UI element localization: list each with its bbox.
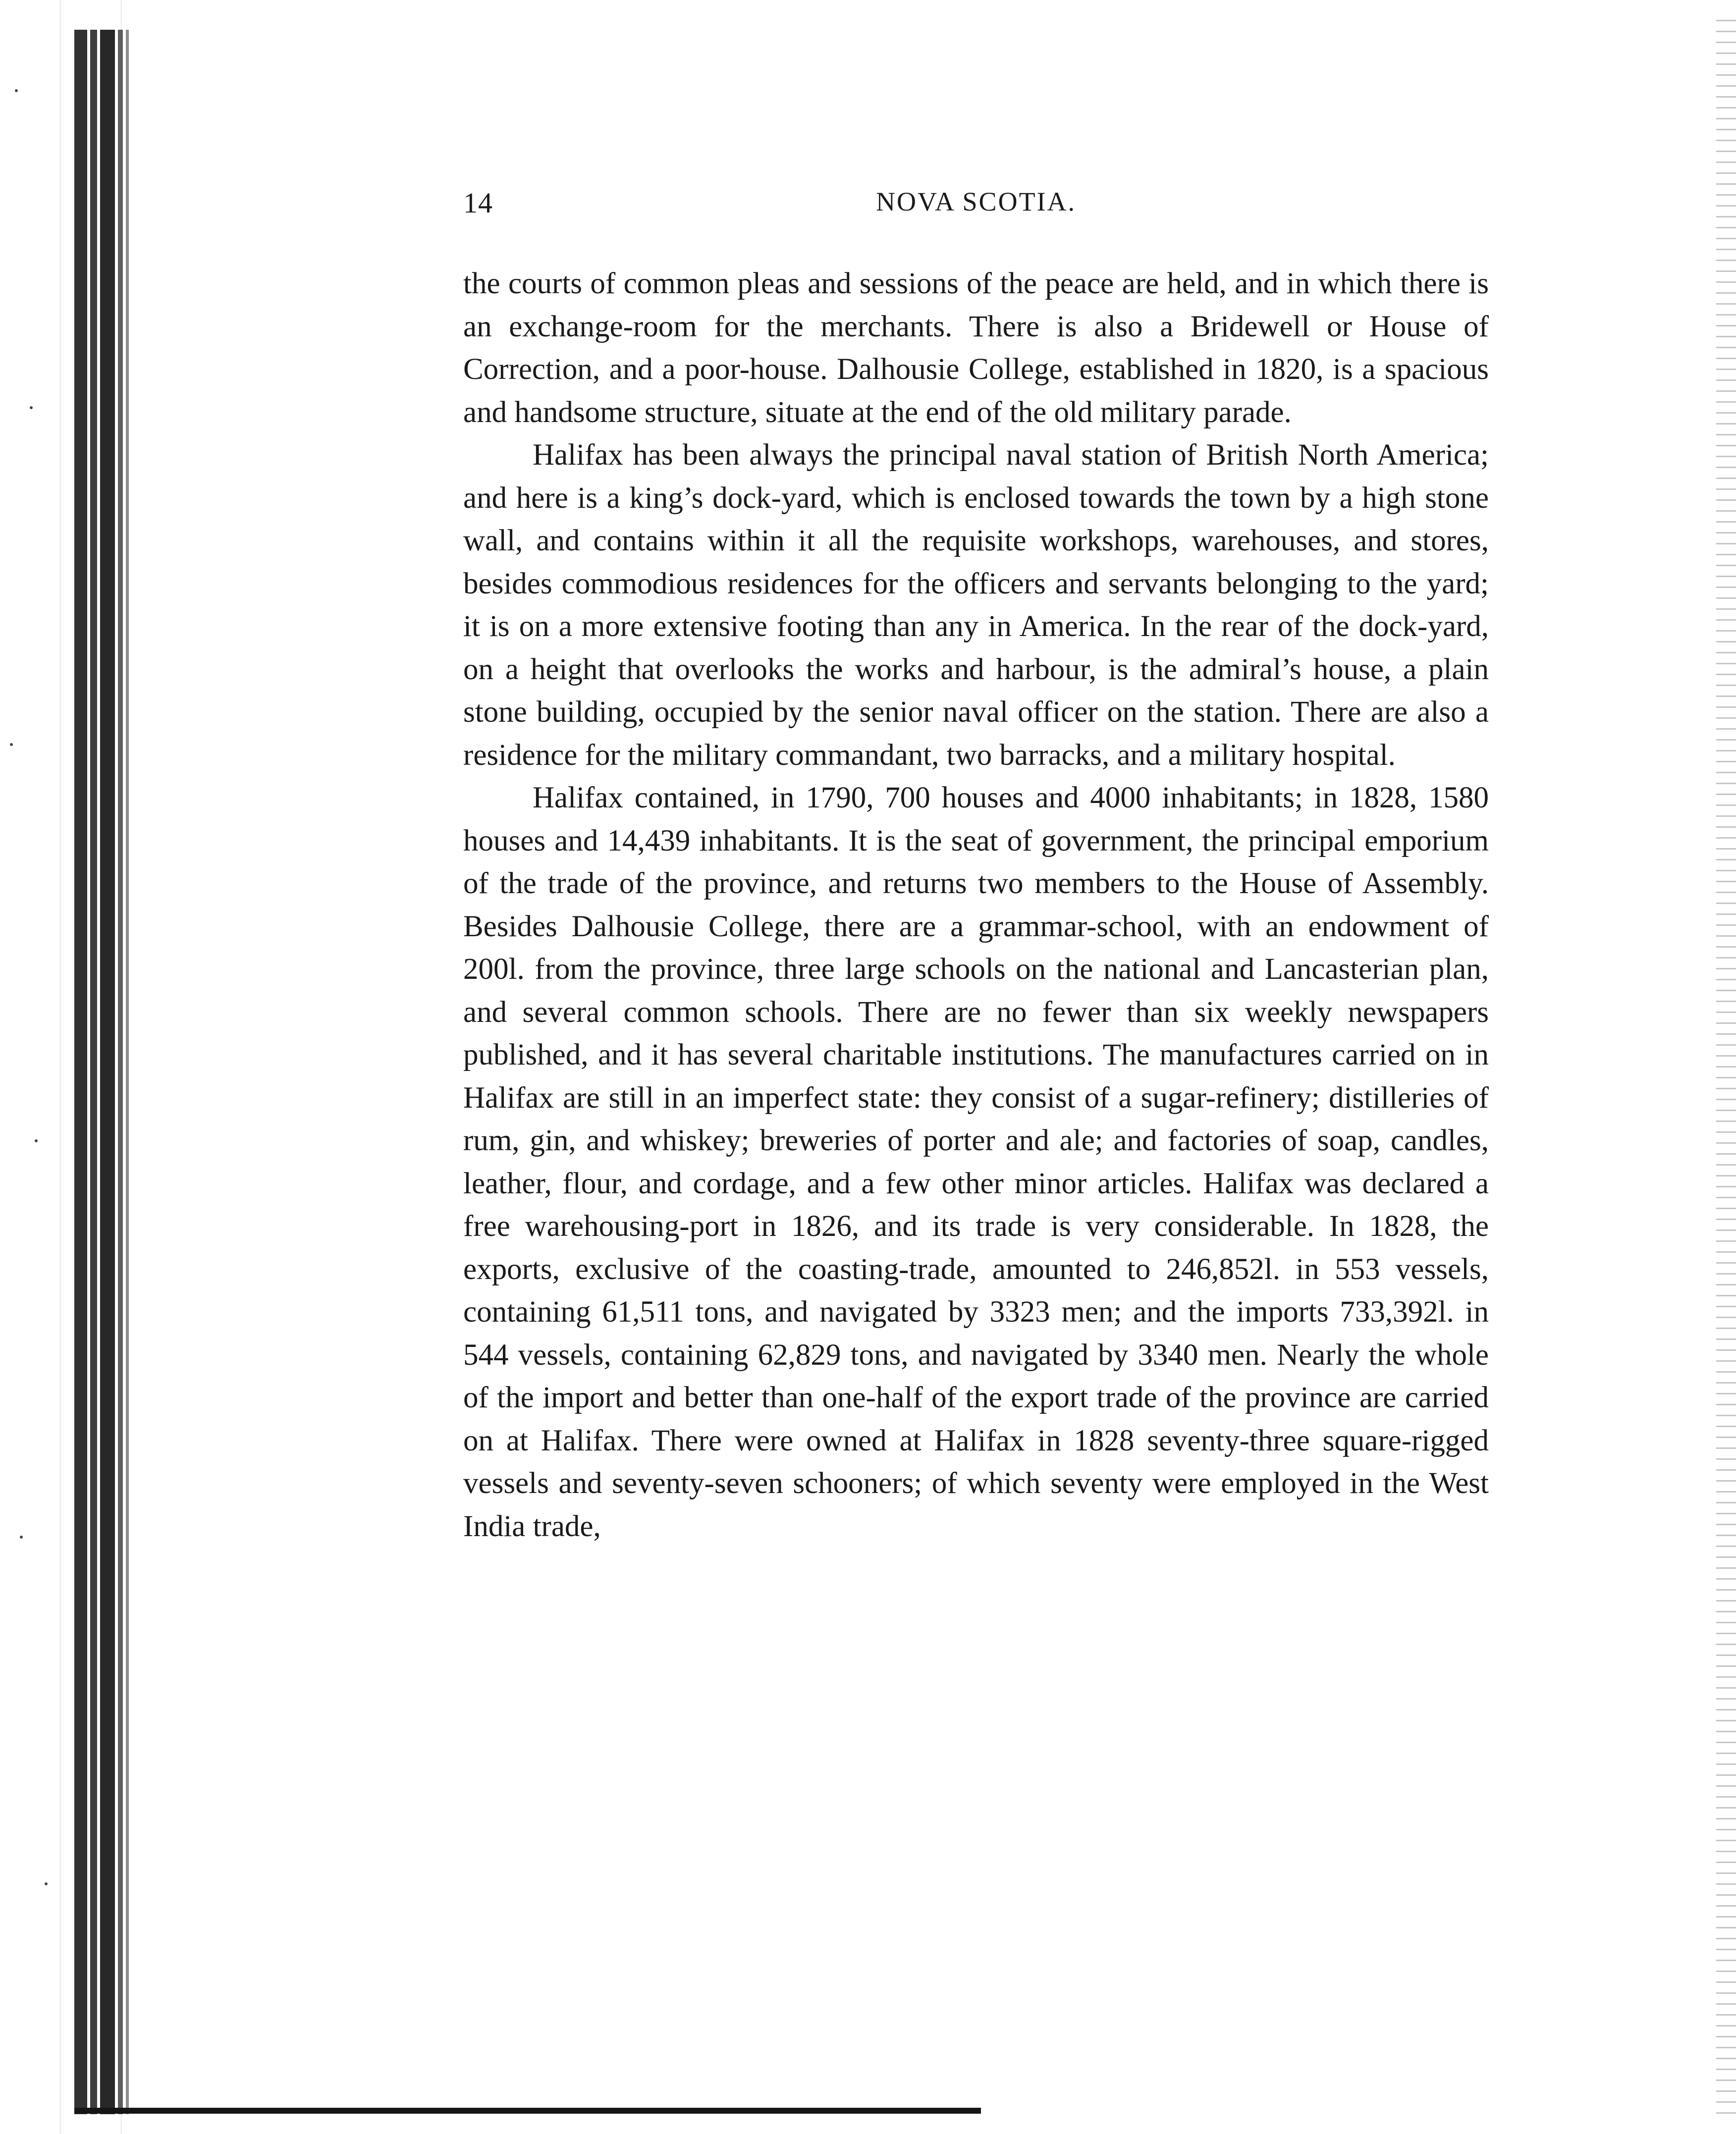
paragraph: Halifax contained, in 1790, 700 houses and 4000 inhabitants; in 1828, 1580 houses and 14,439 inhabitants. It is the seat of government, the principal emporium of the trade of the province, and returns two members to the House of Assembly. Besides Dalhousie College, there are a grammar-school, with an endowment of 200l. from the province, three large schools on the national and Lancasterian plan, and several common schools. There are no fewer than six weekly newspapers published, and it has several charitable institutions. The manufactures carried on in Halifax are still in an imperfect state: they consist of a sugar-refinery; distilleries of rum, gin, and whiskey; breweries of porter and ale; and factories of soap, candles, leather, flour, and cordage, and a few other minor articles. Halifax was declared a free warehousing-port in 1826, and its trade is very considerable. In 1828, the exports, exclusive of the coasting-trade, amounted to 246,852l. in 553 vessels, containing 61,511 tons, and navigated by 3323 men; and the imports 733,392l. in 544 vessels, containing 62,829 tons, and navigated by 3340 men. Nearly the whole of the import and better than one-half of the export trade of the province are carried on at Halifax. There were owned at Halifax in 1828 seventy-three square-rigged vessels and seventy-seven schooners; of which seventy were employed in the West India trade, (463, 781, 1489, 1543)
scan-speck (30, 406, 33, 409)
scan-edge-right (1716, 20, 1736, 2114)
scan-speck (15, 89, 18, 92)
binding-edge (0, 0, 144, 2134)
scan-speck (45, 1882, 48, 1885)
binding-shadow (74, 30, 87, 2114)
paragraph: Halifax has been always the principal naval station of British North America; and here is a king’s dock-yard, which is enclosed towards the town by a high stone wall, and contains within it all the requisite workshops, warehouses, and stores, besides commodious residences for the officers and servants belonging to the yard; it is on a more extensive footing than any in America. In the rear of the dock-yard, on a height that overlooks the works and harbour, is the admiral’s house, a plain stone building, occupied by the senior naval officer on the station. There are also a residence for the military commandant, two barracks, and a military hospital. (463, 438, 1489, 772)
scan-speck (20, 1536, 23, 1539)
binding-shadow (126, 30, 129, 2114)
scan-speck (35, 1139, 38, 1142)
bottom-rule (74, 2108, 981, 2114)
binding-shadow (90, 30, 97, 2114)
page-header (463, 186, 1489, 231)
running-title: NOVA SCOTIA. (875, 187, 1077, 216)
paragraph: the courts of common pleas and sessions of the peace are held, and in which there is an exchange-room for the merchants. There is also a Bridewell or House of Correction, and a poor-house. Dalhousie College, established in 1820, is a spacious and handsome structure, situate at the end of the old military parade. (463, 267, 1489, 429)
scan-speck (10, 743, 13, 746)
binding-shadow (118, 30, 123, 2114)
page-number: 14 (463, 187, 493, 219)
binding-shadow (100, 30, 115, 2114)
body-text (463, 263, 1489, 1548)
